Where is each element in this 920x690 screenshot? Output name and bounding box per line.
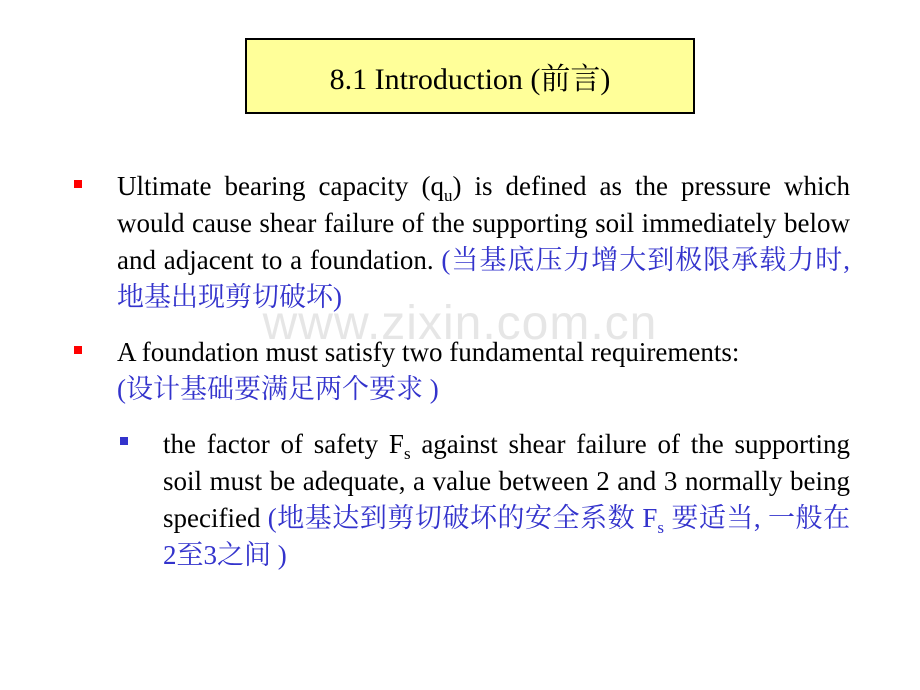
- chinese-translation: (地基达到剪切破坏的安全系数 $F_s$ 要适当, 一般在2至3之间 ): [163, 503, 850, 570]
- bullet-item-bearing-capacity: [117, 168, 850, 316]
- bullet-text: A foundation must satisfy two fundamental requirements: (设计基础要满足两个要求 ): [117, 337, 740, 404]
- bullet-marker-red: [74, 180, 82, 188]
- slide-title: 8.1 Introduction (前言): [329, 63, 611, 96]
- chinese-translation: (设计基础要满足两个要求 ): [117, 374, 439, 404]
- watermark: www.zixin.com.cn: [262, 297, 658, 350]
- bullet-text: Ultimate bearing capacity $(q_u)$ is defined as the pressure which would cause shear failure of the supporting soil immediately below and adjacent to a foundation. (当基底压力增大到极限承载力时, 地基出现剪切破坏): [117, 171, 850, 312]
- bullet-item-requirements: [117, 334, 850, 408]
- sub-bullet-item-factor-of-safety: [163, 426, 850, 574]
- bullet-text: the factor of safety $F_s$ against shear failure of the supporting soil must be adequate, a value between 2 and 3 normally being specified (地基达到剪切破坏的安全系数 $F_s$ 要适当, 一般在2至3之间 ): [163, 429, 850, 570]
- bullet-marker-red: [74, 346, 82, 354]
- bullet-marker-blue: [120, 437, 128, 445]
- slide-title-box: [245, 38, 695, 114]
- chinese-translation: (当基底压力增大到极限承载力时, 地基出现剪切破坏): [117, 245, 850, 312]
